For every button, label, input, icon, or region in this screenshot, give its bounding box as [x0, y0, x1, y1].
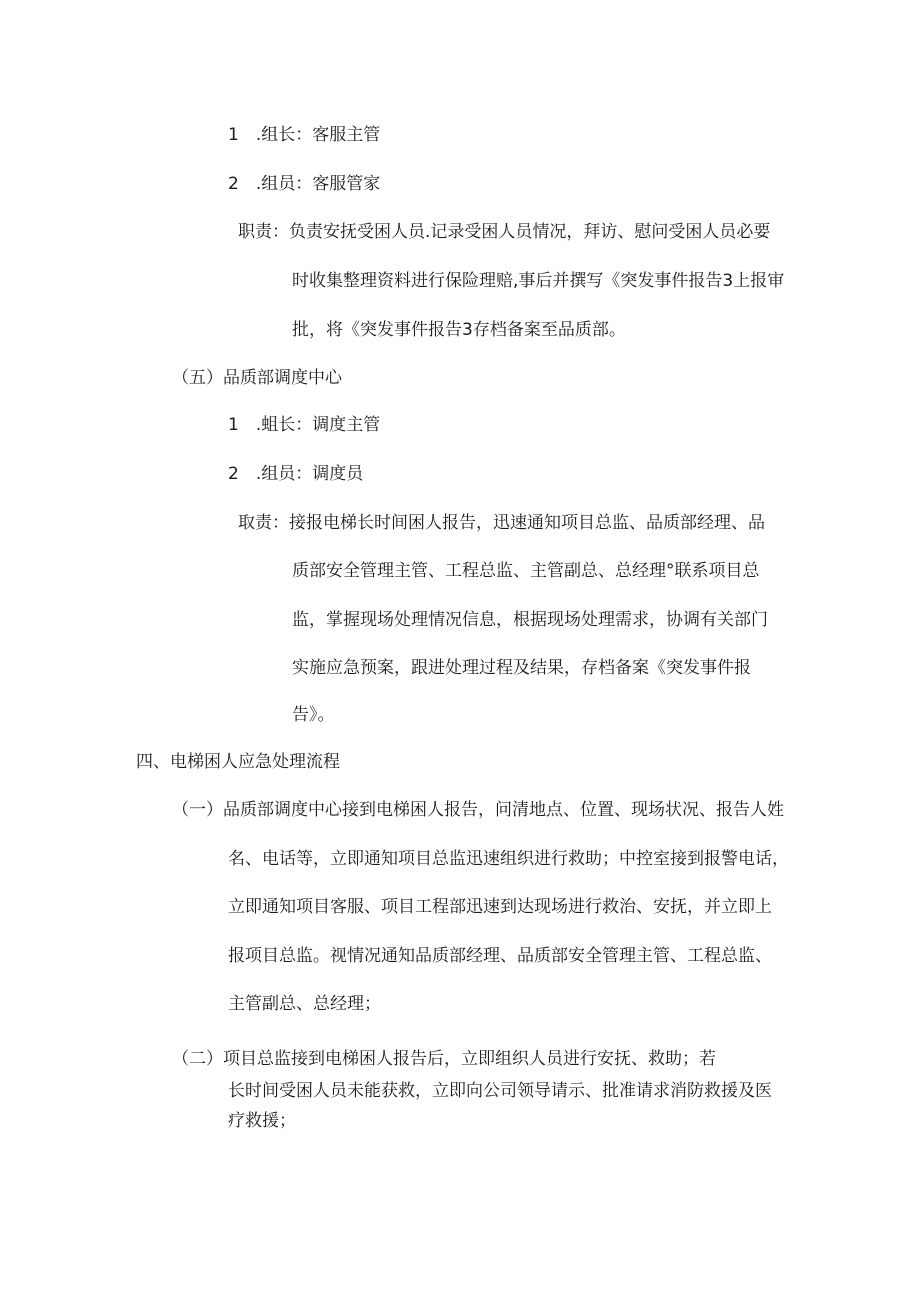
text-line: 时收集整理资料进行保险理赔,事后并撰写《突发事件报告3上报审 — [292, 271, 785, 291]
text-line: 取责：接报电梯长时间困人报告，迅速通知项目总监、品质部经理、品 — [238, 513, 765, 533]
text-line: 2 .组员：客服管家 — [228, 174, 381, 194]
text-line: 1 .组长：客服主管 — [228, 125, 381, 145]
text-line: （二）项目总监接到电梯困人报告后，立即组织人员进行安抚、救助；若 — [172, 1049, 716, 1069]
text-line: 1 .蛆长：调度主管 — [228, 415, 381, 435]
text-line: 职责：负责安抚受困人员.记录受困人员情况，拜访、慰问受困人员必要 — [238, 222, 771, 242]
text-line: 批，将《突发事件报告3存档备案至品质部。 — [292, 320, 626, 340]
text-line: 长时间受困人员未能获救，立即向公司领导请示、批准请求消防救援及医 — [228, 1081, 772, 1101]
text-line: 立即通知项目客服、项目工程部迅速到达现场进行救治、安抚，并立即上 — [228, 897, 772, 917]
text-line: 报项目总监。视情况通知品质部经理、品质部安全管理主管、工程总监、 — [228, 946, 772, 966]
text-line: 主管副总、总经理； — [228, 994, 381, 1014]
text-line: 疗救援； — [228, 1111, 296, 1131]
section-heading: 四、电梯困人应急处理流程 — [136, 752, 340, 772]
text-line: 质部安全管理主管、工程总监、主管副总、总经理°联系项目总 — [292, 561, 760, 581]
text-line: 实施应急预案，跟进处理过程及结果，存档备案《突发事件报 — [292, 658, 751, 678]
section-heading: （五）品质部调度中心 — [172, 368, 342, 388]
text-line: 名、电话等，立即通知项目总监迅速组织进行救助；中控室接到报警电话， — [228, 849, 789, 869]
text-line: 告》。 — [292, 705, 335, 725]
text-line: 监，掌握现场处理情况信息，根据现场处理需求，协调有关部门 — [292, 610, 768, 630]
text-line: （一）品质部调度中心接到电梯困人报告，问清地点、位置、现场状况、报告人姓 — [172, 800, 784, 820]
text-line: 2 .组员：调度员 — [228, 464, 364, 484]
